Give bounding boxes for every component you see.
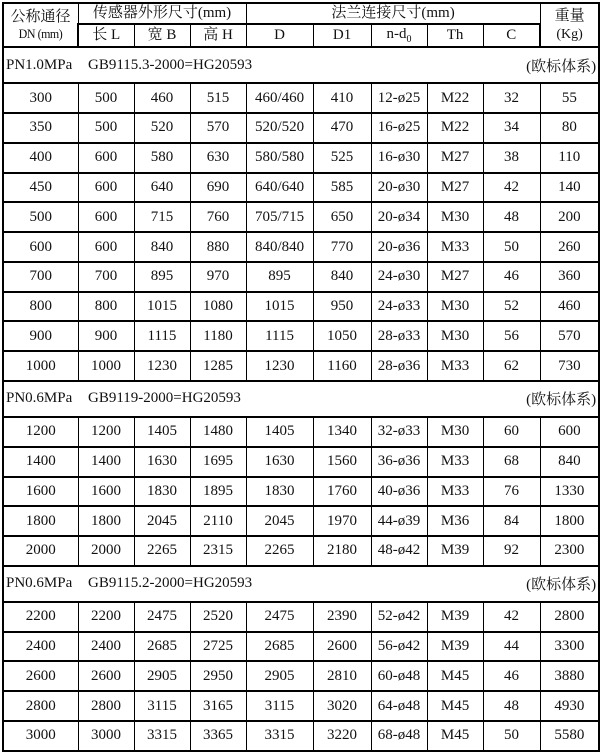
- table-cell: 2685: [134, 632, 190, 662]
- table-cell: 2390: [313, 602, 371, 632]
- table-cell: 1080: [190, 292, 246, 322]
- table-cell: 32: [483, 83, 540, 113]
- table-cell: 800: [78, 292, 134, 322]
- table-cell: 800: [3, 292, 78, 322]
- table-row: [3, 113, 599, 143]
- table-cell: 2045: [134, 506, 190, 536]
- table-row: [3, 417, 599, 447]
- table-cell: 2475: [246, 602, 313, 632]
- header-n-d0-base: n-d: [386, 25, 407, 42]
- table-cell: 2800: [3, 691, 78, 721]
- table-cell: 38: [483, 143, 540, 173]
- section-system-label: (欧标体系): [526, 392, 597, 409]
- header-nominal-diameter-dn: DN (mm): [18, 26, 63, 42]
- table-cell: 715: [134, 202, 190, 232]
- table-cell: 500: [78, 83, 134, 113]
- section-pressure-label: PN0.6MPa: [6, 575, 73, 592]
- dimension-table: [2, 2, 600, 752]
- section-inner: [6, 55, 596, 76]
- section-cell: [3, 47, 599, 83]
- table-cell: 140: [540, 173, 599, 203]
- table-cell: 92: [483, 536, 540, 566]
- table-cell: 360: [540, 262, 599, 292]
- table-cell: 3115: [134, 691, 190, 721]
- table-row: [3, 632, 599, 662]
- table-cell: 52-ø42: [371, 602, 427, 632]
- table-cell: 1480: [190, 417, 246, 447]
- table-cell: 2905: [134, 661, 190, 691]
- table-cell: 46: [483, 661, 540, 691]
- table-cell: 730: [540, 351, 599, 381]
- table-row: [3, 691, 599, 721]
- table-cell: 600: [540, 417, 599, 447]
- table-cell: 1800: [78, 506, 134, 536]
- table-row: [3, 83, 599, 113]
- table-cell: 2265: [246, 536, 313, 566]
- table-cell: 48: [483, 202, 540, 232]
- table-cell: 1330: [540, 477, 599, 507]
- table-cell: 1160: [313, 351, 371, 381]
- table-cell: 630: [190, 143, 246, 173]
- table-cell: 580/580: [246, 143, 313, 173]
- section-inner: [6, 388, 596, 409]
- table-cell: 2110: [190, 506, 246, 536]
- header-d: D: [246, 24, 313, 48]
- table-cell: 2300: [540, 536, 599, 566]
- table-cell: M36: [427, 506, 483, 536]
- table-cell: M22: [427, 83, 483, 113]
- table-cell: M30: [427, 202, 483, 232]
- table-cell: 895: [134, 262, 190, 292]
- table-cell: 1970: [313, 506, 371, 536]
- section-inner: [6, 573, 596, 594]
- table-cell: 580: [134, 143, 190, 173]
- table-cell: 2600: [78, 661, 134, 691]
- table-cell: 450: [3, 173, 78, 203]
- table-cell: 3300: [540, 632, 599, 662]
- table-cell: 24-ø30: [371, 262, 427, 292]
- table-cell: 1560: [313, 447, 371, 477]
- table-cell: 48-ø42: [371, 536, 427, 566]
- table-cell: 600: [78, 232, 134, 262]
- table-cell: 470: [313, 113, 371, 143]
- table-cell: 3165: [190, 691, 246, 721]
- table-row: [3, 262, 599, 292]
- table-row: [3, 477, 599, 507]
- table-cell: 600: [78, 143, 134, 173]
- table-row: [3, 173, 599, 203]
- table-cell: 40-ø36: [371, 477, 427, 507]
- table-cell: 525: [313, 143, 371, 173]
- table-cell: 44-ø39: [371, 506, 427, 536]
- table-cell: 1630: [134, 447, 190, 477]
- table-cell: 42: [483, 602, 540, 632]
- table-cell: 500: [78, 113, 134, 143]
- header-length: 长 L: [78, 24, 134, 48]
- header-sensor-dimensions-group: 传感器外形尺寸(mm): [78, 3, 246, 24]
- table-cell: 1405: [246, 417, 313, 447]
- table-cell: M30: [427, 417, 483, 447]
- table-row: [3, 351, 599, 381]
- table-cell: 1015: [134, 292, 190, 322]
- table-cell: 600: [3, 232, 78, 262]
- table-cell: 2180: [313, 536, 371, 566]
- table-cell: 2200: [3, 602, 78, 632]
- table-cell: 46: [483, 262, 540, 292]
- table-cell: 12-ø25: [371, 83, 427, 113]
- table-cell: 760: [190, 202, 246, 232]
- section-row: [3, 381, 599, 417]
- table-row: [3, 202, 599, 232]
- table-cell: M33: [427, 477, 483, 507]
- table-cell: 1630: [246, 447, 313, 477]
- table-cell: 1340: [313, 417, 371, 447]
- table-row: [3, 661, 599, 691]
- table-cell: M22: [427, 113, 483, 143]
- table-cell: 2600: [313, 632, 371, 662]
- section-standard-label: GB9115.2-2000=HG20593: [88, 575, 253, 592]
- table-cell: 520: [134, 113, 190, 143]
- table-cell: 2800: [540, 602, 599, 632]
- table-cell: 42: [483, 173, 540, 203]
- table-cell: 950: [313, 292, 371, 322]
- table-cell: 700: [3, 262, 78, 292]
- table-cell: 1830: [246, 477, 313, 507]
- table-cell: 1000: [3, 351, 78, 381]
- table-cell: 600: [78, 202, 134, 232]
- table-cell: 56: [483, 321, 540, 351]
- table-cell: 80: [540, 113, 599, 143]
- table-cell: 68: [483, 447, 540, 477]
- table-cell: M30: [427, 292, 483, 322]
- header-weight-unit: (Kg): [556, 26, 583, 42]
- table-cell: 84: [483, 506, 540, 536]
- table-cell: 2315: [190, 536, 246, 566]
- table-cell: 36-ø36: [371, 447, 427, 477]
- header-height: 高 H: [190, 24, 246, 48]
- table-cell: 1600: [3, 477, 78, 507]
- table-cell: 1830: [134, 477, 190, 507]
- table-cell: 60: [483, 417, 540, 447]
- header-nominal-diameter: [3, 3, 78, 47]
- section-row: [3, 566, 599, 602]
- table-cell: 1015: [246, 292, 313, 322]
- table-cell: 1200: [78, 417, 134, 447]
- table-cell: 16-ø30: [371, 143, 427, 173]
- table-cell: 1760: [313, 477, 371, 507]
- table-cell: 2200: [78, 602, 134, 632]
- table-cell: 570: [540, 321, 599, 351]
- table-cell: 4930: [540, 691, 599, 721]
- table-cell: M45: [427, 691, 483, 721]
- header-n-d0: [371, 24, 427, 48]
- table-cell: M39: [427, 602, 483, 632]
- header-d1: D1: [313, 24, 371, 48]
- table-cell: 34: [483, 113, 540, 143]
- table-body: [3, 47, 599, 751]
- table-cell: 880: [190, 232, 246, 262]
- header-weight-cn: 重量: [554, 8, 585, 24]
- table-cell: 2000: [78, 536, 134, 566]
- section-system-label: (欧标体系): [526, 577, 597, 594]
- table-cell: 900: [3, 321, 78, 351]
- table-row: [3, 232, 599, 262]
- table-cell: 770: [313, 232, 371, 262]
- table-cell: 1115: [134, 321, 190, 351]
- table-cell: 1695: [190, 447, 246, 477]
- table-cell: 16-ø25: [371, 113, 427, 143]
- table-cell: 2685: [246, 632, 313, 662]
- table-cell: 62: [483, 351, 540, 381]
- table-cell: 1050: [313, 321, 371, 351]
- table-cell: 1800: [3, 506, 78, 536]
- table-cell: 2265: [134, 536, 190, 566]
- table-cell: 76: [483, 477, 540, 507]
- table-cell: 52: [483, 292, 540, 322]
- table-cell: 570: [190, 113, 246, 143]
- table-cell: 1000: [78, 351, 134, 381]
- table-cell: 640/640: [246, 173, 313, 203]
- table-cell: 1405: [134, 417, 190, 447]
- table-cell: 1400: [78, 447, 134, 477]
- table-cell: 50: [483, 721, 540, 751]
- header-c: C: [483, 24, 540, 48]
- table-cell: 200: [540, 202, 599, 232]
- table-row: [3, 602, 599, 632]
- table-cell: 260: [540, 232, 599, 262]
- table-cell: 460: [134, 83, 190, 113]
- table-cell: 410: [313, 83, 371, 113]
- table-row: [3, 721, 599, 751]
- table-cell: 1180: [190, 321, 246, 351]
- table-cell: 1285: [190, 351, 246, 381]
- table-row: [3, 321, 599, 351]
- table-cell: 3880: [540, 661, 599, 691]
- table-row: [3, 447, 599, 477]
- table-cell: 515: [190, 83, 246, 113]
- table-row: [3, 292, 599, 322]
- table-cell: 2800: [78, 691, 134, 721]
- table-cell: M27: [427, 262, 483, 292]
- table-cell: 24-ø33: [371, 292, 427, 322]
- table-cell: 44: [483, 632, 540, 662]
- table-cell: 56-ø42: [371, 632, 427, 662]
- section-cell: [3, 566, 599, 602]
- table-header: [3, 3, 599, 47]
- table-cell: M33: [427, 447, 483, 477]
- header-nominal-diameter-cn: 公称通径: [10, 8, 71, 25]
- table-cell: M33: [427, 232, 483, 262]
- header-th: Th: [427, 24, 483, 48]
- table-cell: 690: [190, 173, 246, 203]
- table-cell: 2600: [3, 661, 78, 691]
- table-cell: 3365: [190, 721, 246, 751]
- header-n-d0-subscript: 0: [406, 33, 412, 45]
- table-cell: 2400: [78, 632, 134, 662]
- table-cell: 585: [313, 173, 371, 203]
- table-cell: 32-ø33: [371, 417, 427, 447]
- table-cell: 2905: [246, 661, 313, 691]
- table-cell: 900: [78, 321, 134, 351]
- table-cell: 3220: [313, 721, 371, 751]
- header-row-groups: [3, 3, 599, 24]
- table-cell: M39: [427, 536, 483, 566]
- table-cell: 1115: [246, 321, 313, 351]
- table-cell: M39: [427, 632, 483, 662]
- table-cell: 300: [3, 83, 78, 113]
- section-row: [3, 47, 599, 83]
- table-cell: 1800: [540, 506, 599, 536]
- table-cell: 640: [134, 173, 190, 203]
- section-pressure-label: PN0.6MPa: [6, 390, 73, 407]
- table-cell: 2725: [190, 632, 246, 662]
- table-cell: 2475: [134, 602, 190, 632]
- table-cell: 840: [134, 232, 190, 262]
- table-cell: 520/520: [246, 113, 313, 143]
- table-cell: M27: [427, 173, 483, 203]
- table-cell: 650: [313, 202, 371, 232]
- table-cell: 5580: [540, 721, 599, 751]
- table-cell: 1400: [3, 447, 78, 477]
- table-cell: 2045: [246, 506, 313, 536]
- table-cell: 28-ø33: [371, 321, 427, 351]
- header-weight: [540, 3, 599, 47]
- table-cell: 2520: [190, 602, 246, 632]
- header-flange-dimensions-group: 法兰连接尺寸(mm): [246, 3, 540, 24]
- table-cell: 3000: [78, 721, 134, 751]
- table-cell: 55: [540, 83, 599, 113]
- table-cell: 1230: [246, 351, 313, 381]
- table-cell: 460/460: [246, 83, 313, 113]
- section-standard-label: GB9119-2000=HG20593: [88, 390, 241, 407]
- table-cell: 970: [190, 262, 246, 292]
- table-cell: 840: [540, 447, 599, 477]
- table-cell: 460: [540, 292, 599, 322]
- table-cell: 2000: [3, 536, 78, 566]
- table-cell: 895: [246, 262, 313, 292]
- table-cell: 20-ø36: [371, 232, 427, 262]
- header-width: 宽 B: [134, 24, 190, 48]
- section-standard-label: GB9115.3-2000=HG20593: [88, 56, 253, 73]
- table-cell: 1230: [134, 351, 190, 381]
- table-cell: 2950: [190, 661, 246, 691]
- table-cell: 840: [313, 262, 371, 292]
- table-cell: 50: [483, 232, 540, 262]
- header-row-subcolumns: [3, 24, 599, 48]
- table-cell: 2810: [313, 661, 371, 691]
- table-cell: 500: [3, 202, 78, 232]
- table-cell: 3315: [134, 721, 190, 751]
- table-cell: 1200: [3, 417, 78, 447]
- table-cell: M30: [427, 321, 483, 351]
- table-cell: 400: [3, 143, 78, 173]
- section-cell: [3, 381, 599, 417]
- table-cell: 48: [483, 691, 540, 721]
- table-cell: 3000: [3, 721, 78, 751]
- table-cell: 64-ø48: [371, 691, 427, 721]
- table-cell: 20-ø34: [371, 202, 427, 232]
- table-cell: M45: [427, 661, 483, 691]
- table-cell: 110: [540, 143, 599, 173]
- table-cell: 68-ø48: [371, 721, 427, 751]
- table-row: [3, 143, 599, 173]
- table-cell: 20-ø30: [371, 173, 427, 203]
- table-cell: 1895: [190, 477, 246, 507]
- table-cell: 840/840: [246, 232, 313, 262]
- table-cell: 28-ø36: [371, 351, 427, 381]
- table-cell: 3020: [313, 691, 371, 721]
- table-cell: M33: [427, 351, 483, 381]
- table-row: [3, 506, 599, 536]
- table-cell: 1600: [78, 477, 134, 507]
- table-cell: 350: [3, 113, 78, 143]
- table-cell: 700: [78, 262, 134, 292]
- table-cell: 60-ø48: [371, 661, 427, 691]
- section-system-label: (欧标体系): [526, 58, 597, 75]
- table-cell: M27: [427, 143, 483, 173]
- table-cell: 705/715: [246, 202, 313, 232]
- table-cell: 3115: [246, 691, 313, 721]
- table-cell: 3315: [246, 721, 313, 751]
- section-pressure-label: PN1.0MPa: [6, 56, 73, 73]
- table-cell: 2400: [3, 632, 78, 662]
- table-row: [3, 536, 599, 566]
- table-cell: 600: [78, 173, 134, 203]
- table-cell: M45: [427, 721, 483, 751]
